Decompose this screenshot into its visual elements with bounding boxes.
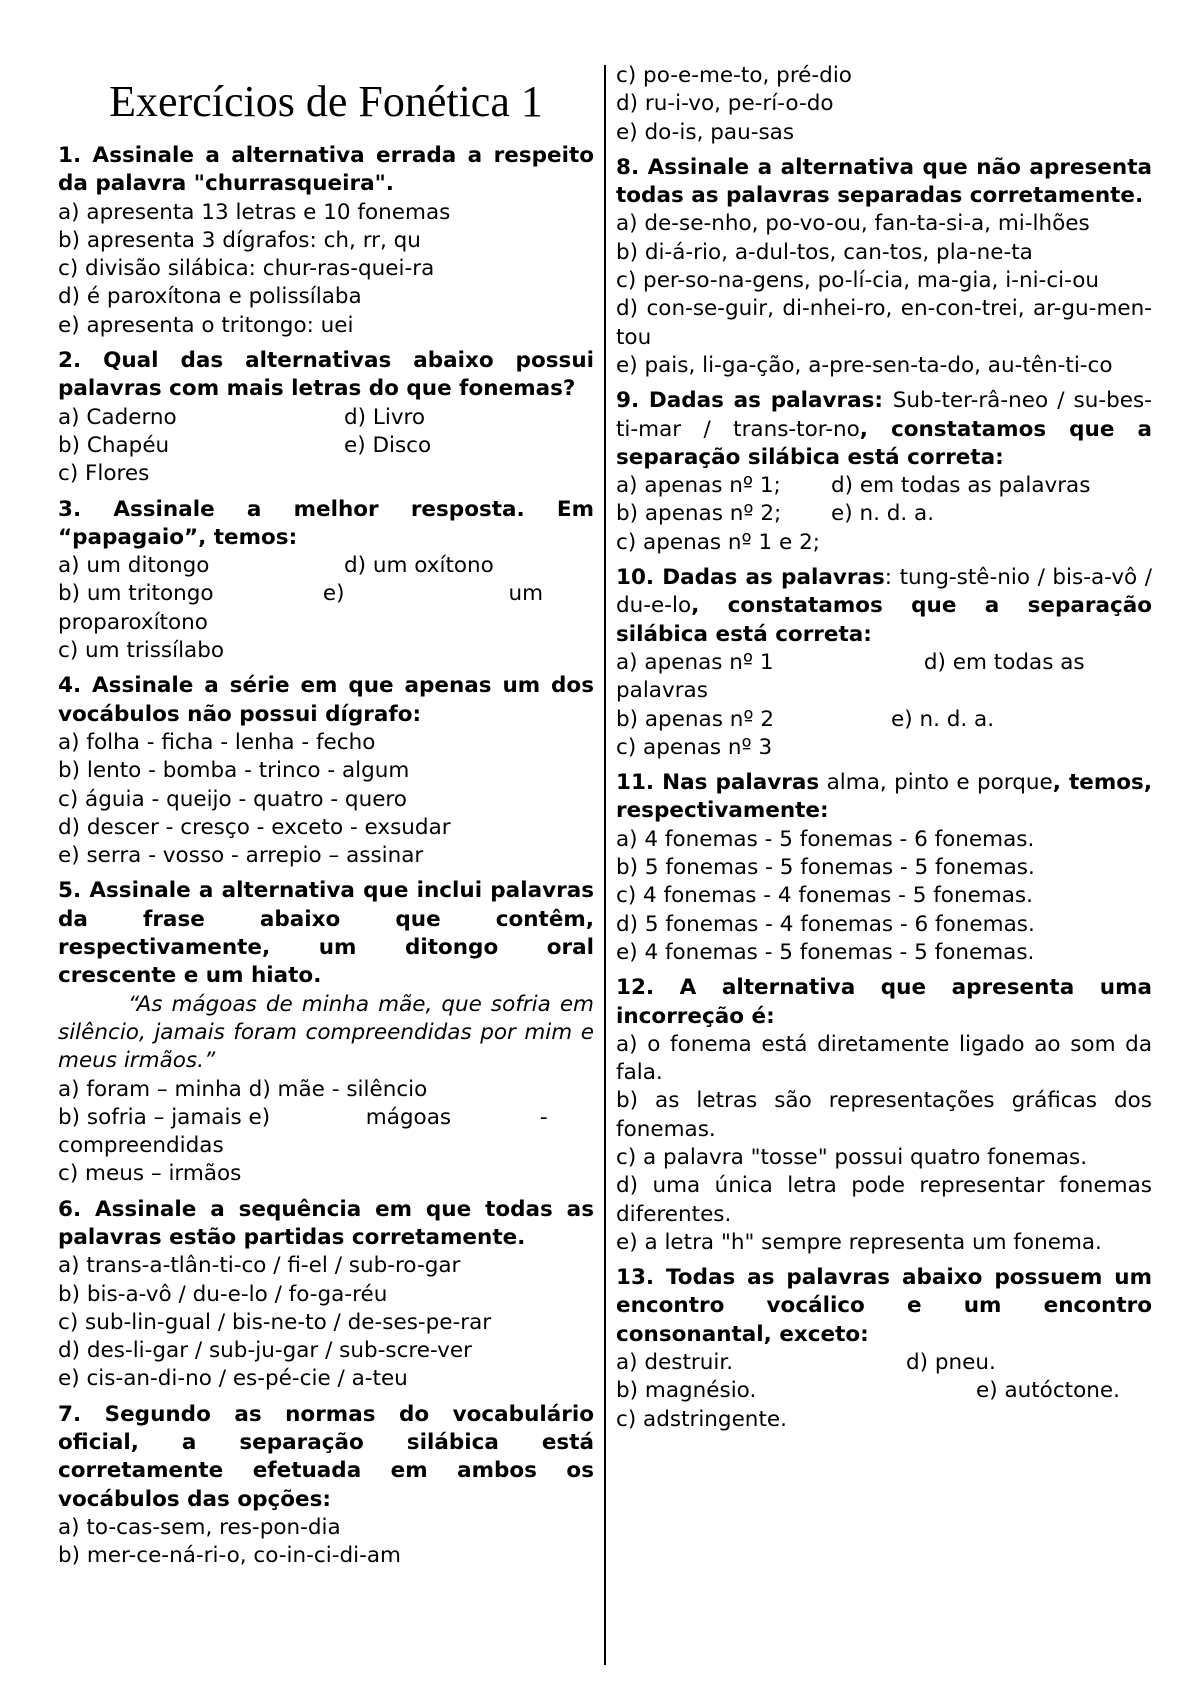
option-b: b) apenas nº 2; [616,501,782,527]
option-d: d) descer - cresço - exceto - exsudar [58,814,451,840]
option-a: a) apresenta 13 letras e 10 fonemas [58,199,451,225]
question-13 [616,1264,1152,1434]
question-4 [58,672,594,870]
option-e: e) apresenta o tritongo: uei [58,312,354,338]
option-a: a) apenas nº 1; [616,473,781,499]
question-stem: 12. A alternativa que apresenta uma incorreção é: [616,975,1152,1029]
question-stem: 4. Assinale a série em que apenas um dos vocábulos não possui dígrafo: [58,673,594,727]
option-a: a) Caderno [58,404,177,430]
option-d: d) 5 fonemas - 4 fonemas - 6 fonemas. [616,911,1035,937]
stem-part: , temos, respectivamente: [616,770,1153,824]
question-7-continued [616,62,1152,147]
question-5 [58,877,594,1188]
question-9 [616,387,1152,557]
question-6 [58,1196,594,1394]
option-c: c) adstringente. [616,1406,787,1432]
option-e: e) do-is, pau-sas [616,119,795,145]
option-d: d) Livro [344,404,426,430]
option-c: c) divisão silábica: chur-ras-quei-ra [58,256,435,282]
stem-part: 11. Nas palavras [616,770,820,796]
option-b-e: b) um tritongo e) um proparoxítono [58,581,550,635]
question-11 [616,769,1152,967]
words: : tung-stê-nio / bis-a-vô / du-e-lo [616,565,1152,619]
question-stem [616,564,1152,649]
question-7 [58,1401,594,1571]
question-1 [58,142,594,340]
option-c: c) águia - queijo - quatro - quero [58,786,407,812]
option-a: a) trans-a-tlân-ti-co / fi-el / sub-ro-gar [58,1253,461,1279]
option-b-e: b) sofria – jamais e) mágoas - compreendidas [58,1104,555,1159]
option-c: c) meus – irmãos [58,1161,242,1187]
question-stem: 13. Todas as palavras abaixo possuem um encontro vocálico e um encontro consonantal, exceto: [616,1265,1152,1347]
question-stem: 2. Qual das alternativas abaixo possui palavras com mais letras do que fonemas? [58,348,594,402]
question-stem: 3. Assinale a melhor resposta. Em “papagaio”, temos: [58,496,594,550]
option-b: b) di-á-rio, a-dul-tos, can-tos, pla-ne-ta [616,239,1033,265]
option-b: b) apresenta 3 dígrafos: ch, rr, qu [58,227,421,253]
question-stem: 5. Assinale a alternativa que inclui palavras da frase abaixo que contêm, respectivamente, um ditongo oral crescente e um hiato. [58,878,594,989]
option-a: a) folha - ficha - lenha - fecho [58,729,376,755]
stem-part: 10. Dadas as palavras [616,565,885,591]
option-a: a) 4 fonemas - 5 fonemas - 6 fonemas. [616,826,1035,852]
option-b: b) apenas nº 2 [616,706,775,732]
option-b: b) mer-ce-ná-ri-o, co-in-ci-di-am [58,1543,401,1569]
option-e: e) a letra "h" sempre representa um fonema. [616,1229,1102,1255]
question-stem [616,769,1152,826]
left-column [58,62,594,1578]
option-b: b) magnésio. [616,1378,757,1404]
question-stem: 8. Assinale a alternativa que não apresenta todas as palavras separadas corretamente. [616,154,1152,209]
question-10 [616,564,1152,762]
stem-part: , constatamos que a separação silábica está correta: [616,593,1152,647]
option-b: b) bis-a-vô / du-e-lo / fo-ga-réu [58,1281,388,1307]
option-d: d) con-se-guir, di-nhei-ro, en-con-trei, ar-gu-men-tou [616,296,1152,350]
option-b: b) 5 fonemas - 5 fonemas - 5 fonemas. [616,855,1035,881]
option-c: c) apenas nº 1 e 2; [616,529,821,555]
option-d: d) um oxítono [344,553,494,579]
option-d: d) ru-i-vo, pe-rí-o-do [616,91,834,117]
question-12 [616,974,1152,1257]
option-d: d) uma única letra pode representar fonemas diferentes. [616,1173,1152,1227]
option-a-d: a) foram – minha d) mãe - silêncio [58,1076,428,1102]
stem-part: 9. Dadas as palavras: [616,388,884,414]
option-e: e) n. d. a. [891,706,995,732]
option-d: d) des-li-gar / sub-ju-gar / sub-scre-ver [58,1338,472,1364]
question-3 [58,496,594,666]
option-a: a) o fonema está diretamente ligado ao som da fala. [616,1031,1152,1086]
option-c: c) apenas nº 3 [616,734,773,760]
option-c: c) sub-lin-gual / bis-ne-to / de-ses-pe-rar [58,1309,492,1335]
option-e: e) serra - vosso - arrepio – assinar [58,843,424,869]
words: Sub-ter-râ-neo / su-bes-ti-mar / trans-tor-no [616,388,1152,442]
option-c: c) a palavra "tosse" possui quatro fonemas. [616,1144,1088,1170]
option-e: e) cis-an-di-no / es-pé-cie / a-teu [58,1366,408,1392]
quote: “As mágoas de minha mãe, que sofria em silêncio, jamais foram compreendidas por mim e meus irmãos.” [58,991,594,1074]
option-a: a) to-cas-sem, res-pon-dia [58,1514,341,1540]
question-stem [616,387,1152,472]
option-a: a) um ditongo [58,553,210,579]
option-e: e) pais, li-ga-ção, a-pre-sen-ta-do, au-tên-ti-co [616,352,1113,378]
option-b: b) lento - bomba - trinco - algum [58,758,410,784]
option-e: e) n. d. a. [831,501,935,527]
column-divider [604,65,606,1665]
option-c: c) per-so-na-gens, po-lí-cia, ma-gia, i-ni-ci-ou [616,268,1100,294]
stem-part: , constatamos que a separação silábica está correta: [616,416,1152,470]
option-a: a) destruir. [616,1350,734,1376]
option-b: b) Chapéu [58,432,170,458]
option-d: d) pneu. [906,1350,996,1376]
option-c: c) um trissílabo [58,638,225,664]
option-c: c) 4 fonemas - 4 fonemas - 5 fonemas. [616,883,1033,909]
option-d: d) é paroxítona e polissílaba [58,284,362,310]
words: alma, pinto e porque [819,770,1053,796]
question-stem: 6. Assinale a sequência em que todas as palavras estão partidas corretamente. [58,1196,594,1250]
option-d: d) em todas as palavras [831,473,1091,499]
question-8 [616,154,1152,380]
option-c: c) Flores [58,461,150,487]
option-e: e) autóctone. [976,1378,1120,1404]
option-e: e) Disco [344,432,432,458]
question-stem: 7. Segundo as normas do vocabulário oficial, a separação silábica está corretamente efetuada em ambos os vocábulos das opções: [58,1401,594,1512]
option-b: b) as letras são representações gráficas dos fonemas. [616,1088,1152,1142]
question-stem: 1. Assinale a alternativa errada a respeito da palavra "churrasqueira". [58,143,594,197]
option-e: e) 4 fonemas - 5 fonemas - 5 fonemas. [616,939,1035,965]
question-2 [58,347,594,488]
option-a: a) de-se-nho, po-vo-ou, fan-ta-si-a, mi-lhões [616,211,1090,237]
page-title: Exercícios de Fonética 1 [109,77,543,126]
right-column [616,62,1152,1441]
option-c: c) po-e-me-to, pré-dio [616,63,852,88]
option-a-d: a) apenas nº 1 d) em todas as palavras [616,649,1092,704]
